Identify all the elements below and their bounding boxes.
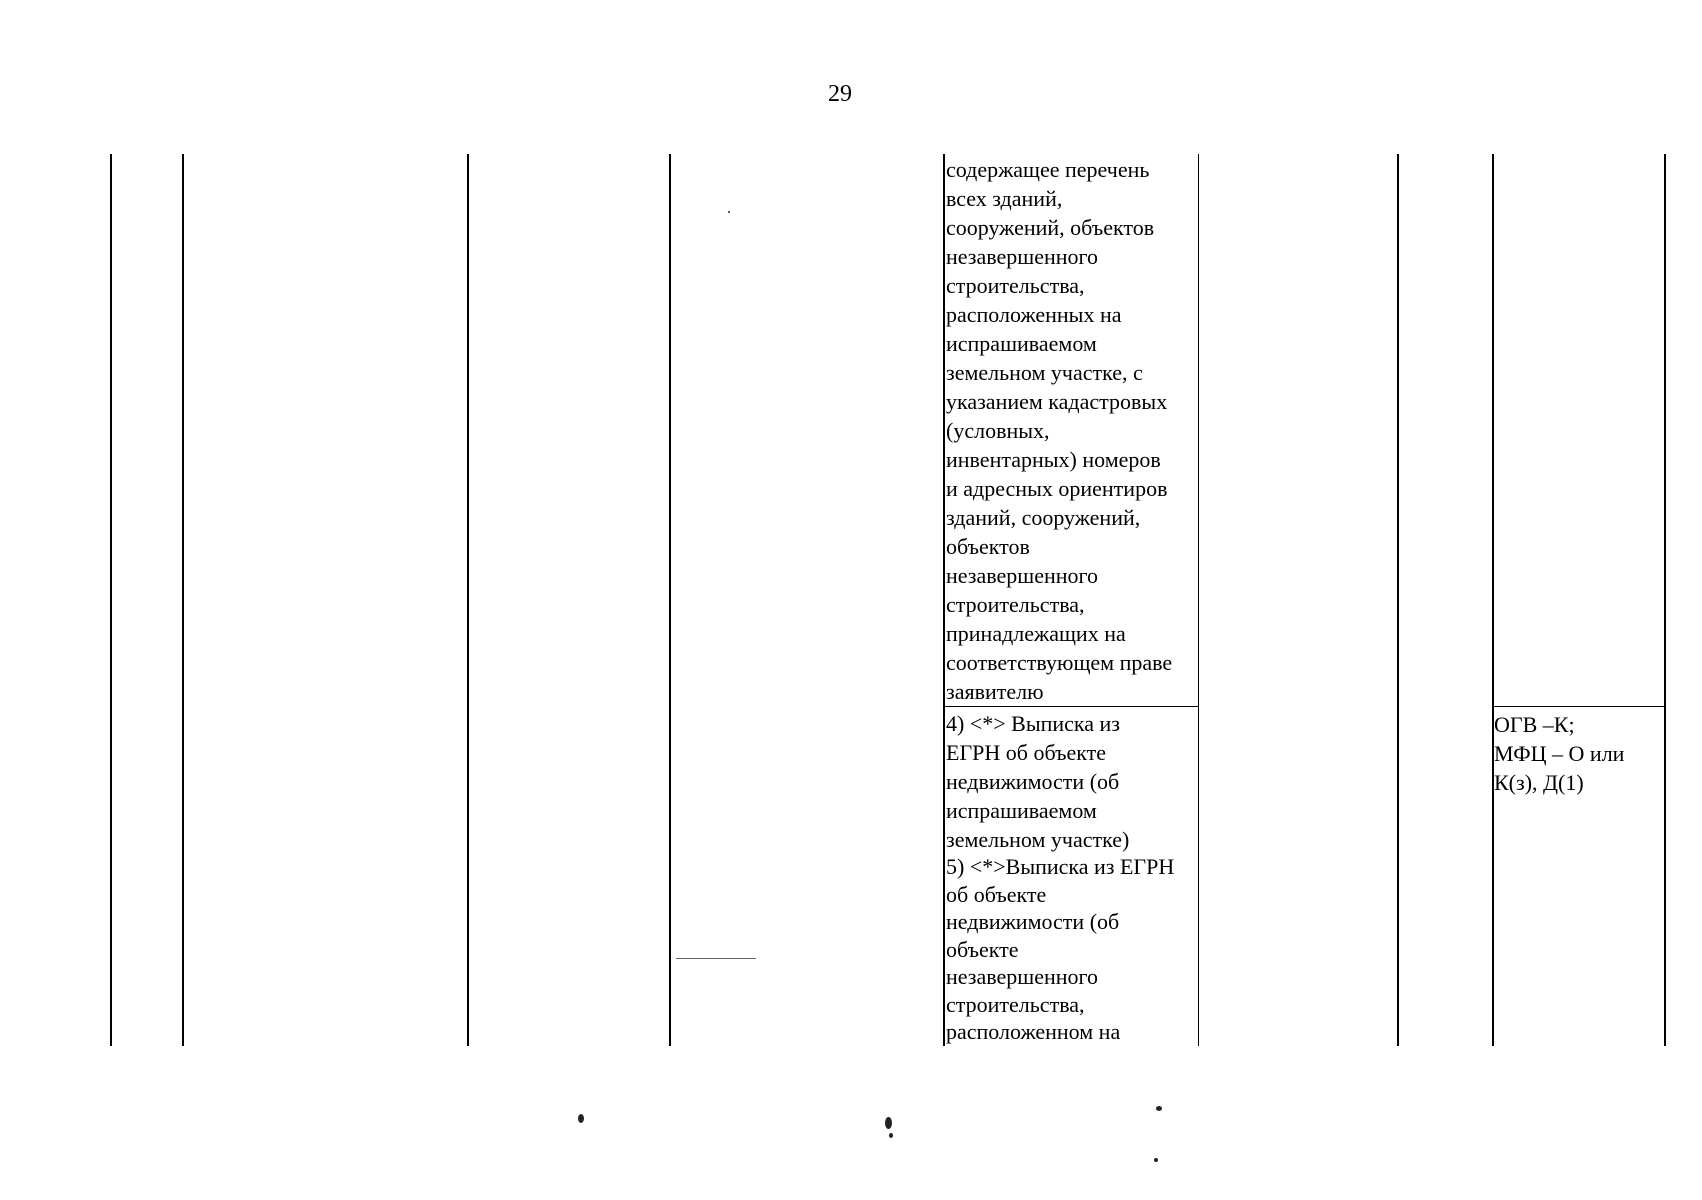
- cell-col4-upper-text: содержащее перечень всех зданий, сооружений, объектов незавершенного строительства, расположенных на испрашиваемом земельном участке, с указанием кадастровых (условных, инвентарных) номеров и адресных ориентиров зданий, сооружений, объектов незавершенного строительства, принадлежащих на соответствующем праве заявителю: [946, 157, 1173, 704]
- row-divider-col4: [944, 706, 1199, 707]
- scan-speck: [1154, 1158, 1158, 1162]
- column-divider-3: [669, 154, 671, 1046]
- column-divider-1: [182, 154, 184, 1046]
- cell-col6-lower-text: ОГВ –К; МФЦ – О или К(з), Д(1): [1494, 712, 1625, 795]
- scan-speck: [728, 211, 730, 213]
- cell-col4-item-4: 4) <*> Выписка из ЕГРН об объекте недвижимости (об испрашиваемом земельном участке): [946, 711, 1130, 852]
- scan-speck: [578, 1114, 584, 1123]
- column-divider-4: [943, 154, 945, 1046]
- column-divider-2: [467, 154, 469, 1046]
- table-border-right: [1664, 154, 1666, 1046]
- scan-speck: [885, 1117, 892, 1129]
- column-divider-7: [1492, 154, 1494, 1046]
- scan-speck: [1156, 1106, 1162, 1111]
- table-border-left: [110, 154, 112, 1046]
- cell-col4-item-5: 5) <*>Выписка из ЕГРН об объекте недвижимости (об объекте незавершенного строительства, расположенном на: [946, 854, 1175, 1044]
- row-divider-col6: [1493, 706, 1665, 707]
- column-divider-6: [1397, 154, 1399, 1046]
- page-number: 29: [828, 81, 852, 107]
- scan-speck: [889, 1133, 893, 1138]
- scan-speck: [676, 958, 756, 959]
